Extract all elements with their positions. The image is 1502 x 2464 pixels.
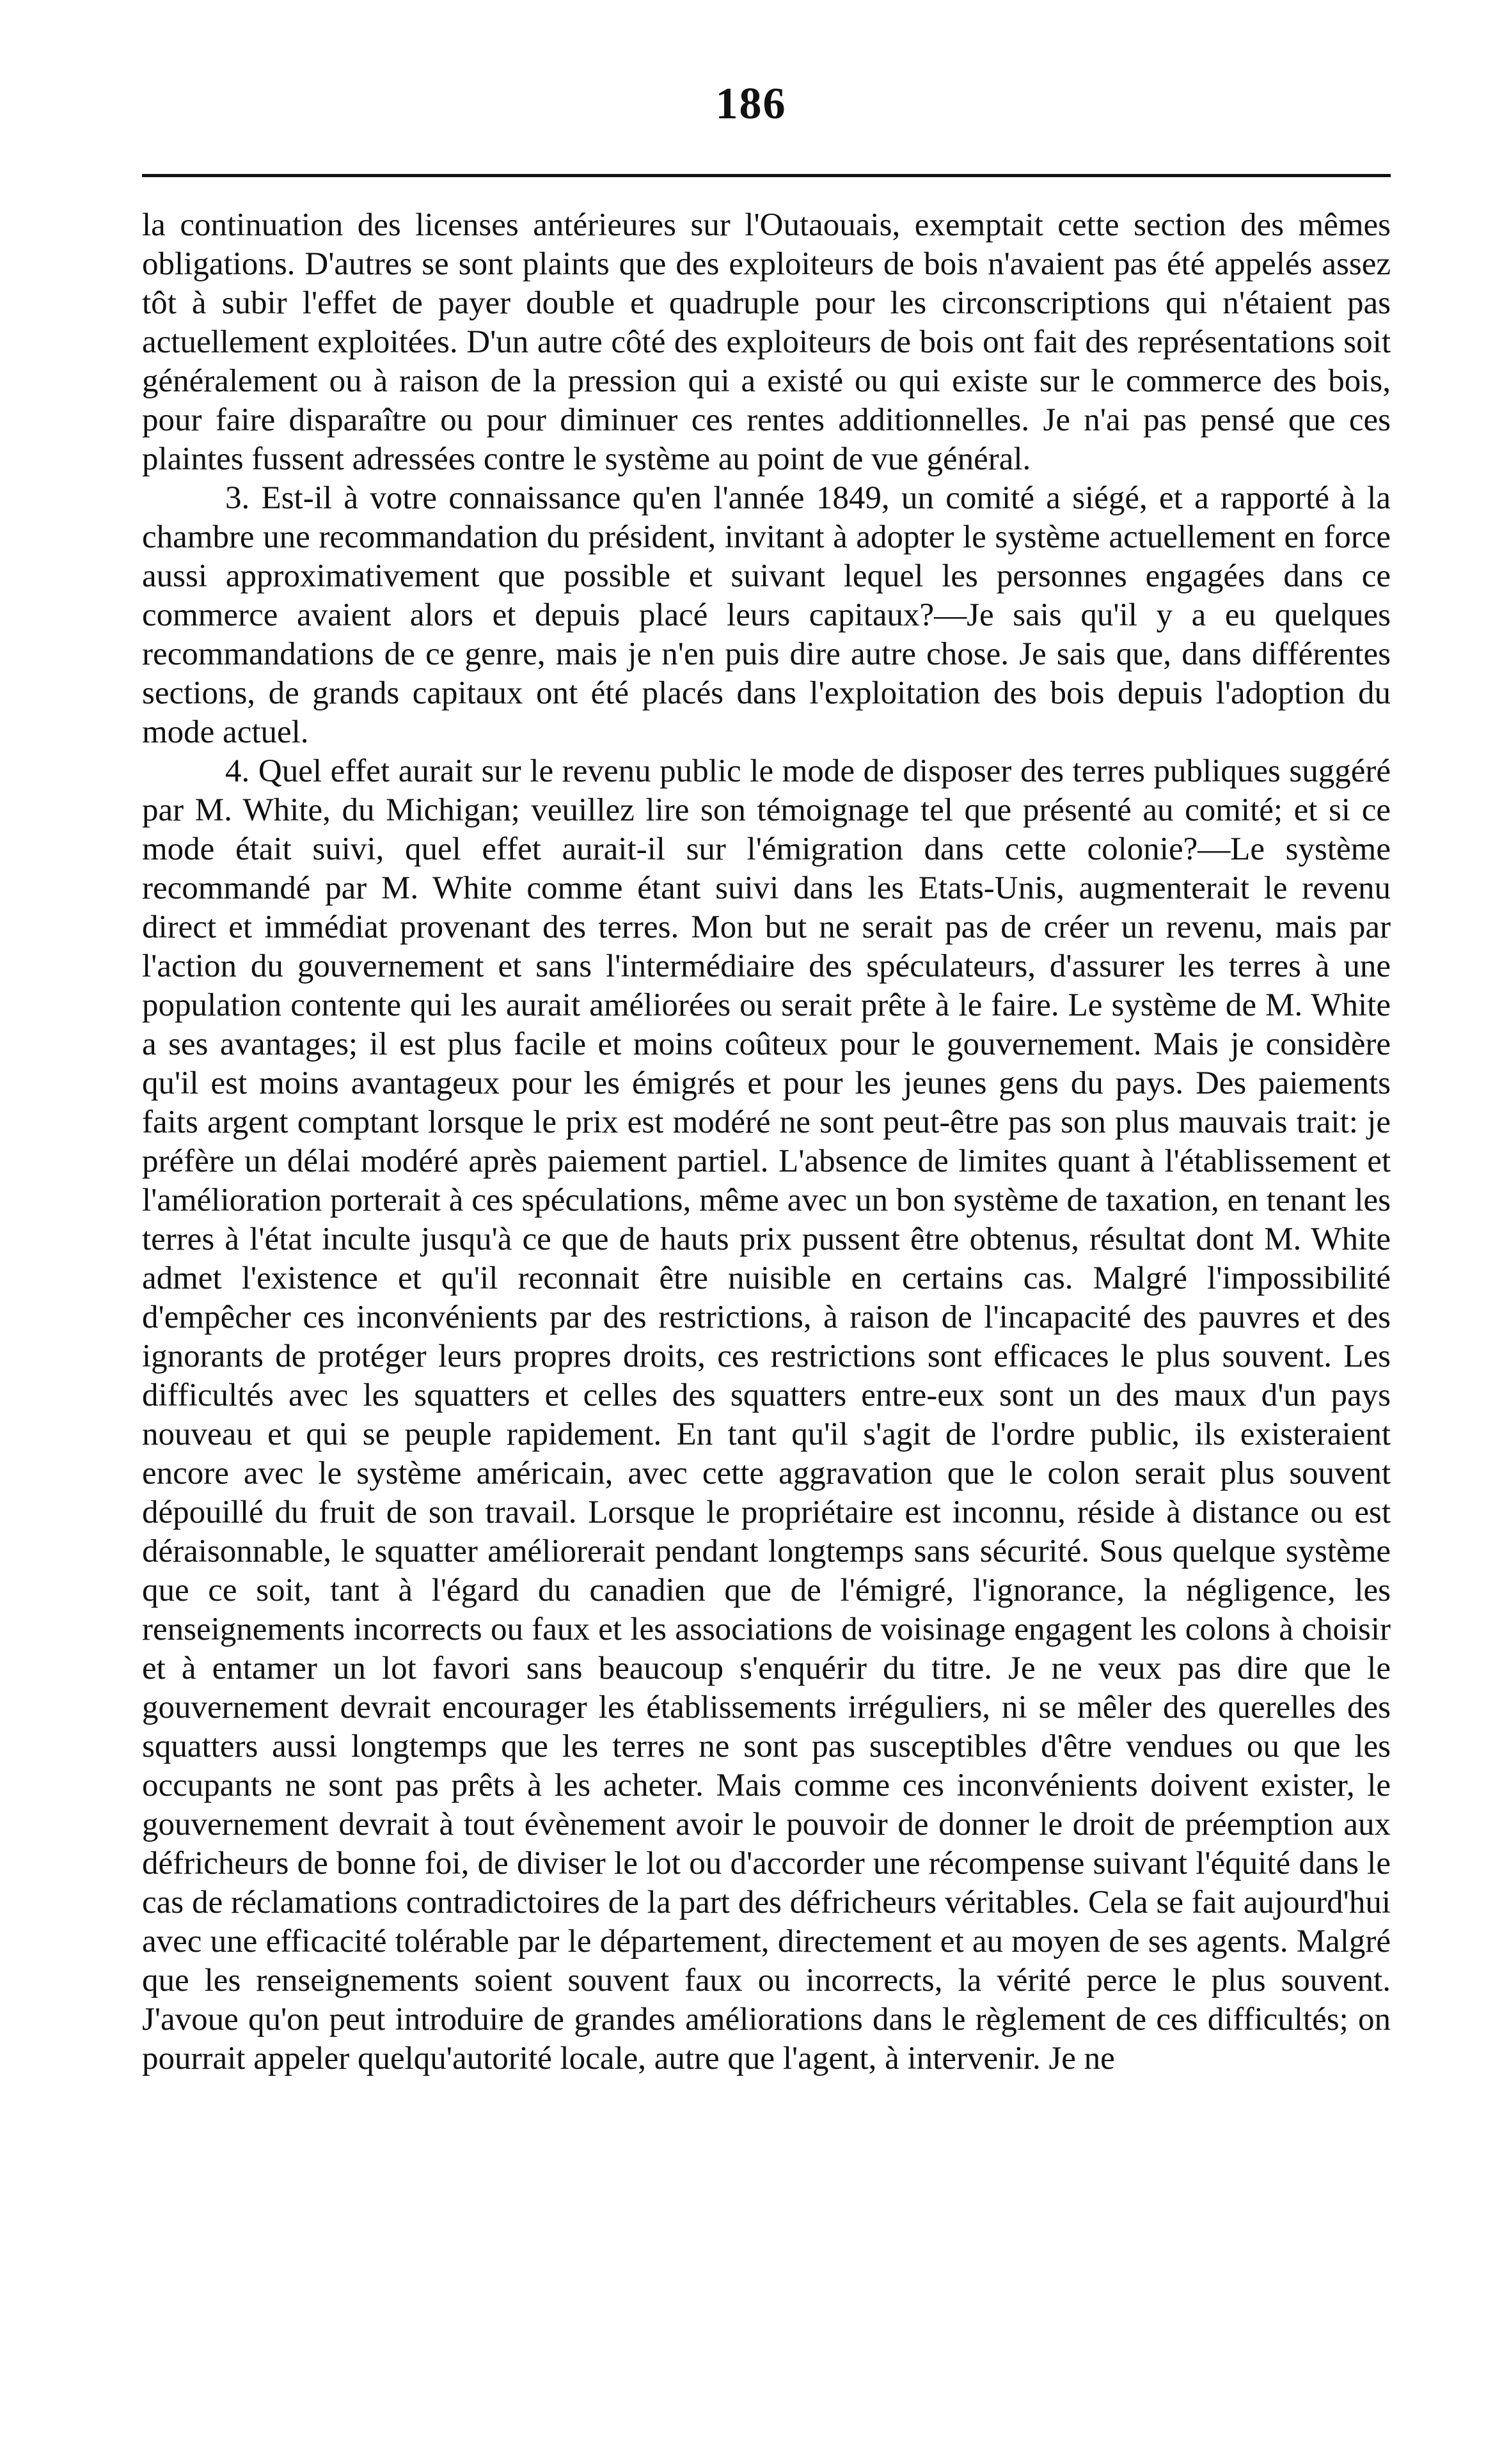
- body-text: [142, 206, 1391, 2078]
- page-number: 186: [715, 79, 787, 129]
- header-rule: [142, 174, 1391, 177]
- paragraph-3: 4. Quel effet aurait sur le revenu public le mode de disposer des terres publiques suggéré par M. White, du Michigan; veuillez lire son témoignage tel que présenté au comité; et si ce mode était suivi, quel effet aurait-il sur l'émigration dans cette colonie?—Le système recommandé par M. White comme étant suivi dans les Etats-Unis, augmenterait le revenu direct et immédiat provenant des terres. Mon but ne serait pas de créer un revenu, mais par l'action du gouvernement et sans l'intermédiaire des spéculateurs, d'assurer les terres à une population contente qui les aurait améliorées ou serait prête à le faire. Le système de M. White a ses avantages; il est plus facile et moins coûteux pour le gouvernement. Mais je considère qu'il est moins avantageux pour les émigrés et pour les jeunes gens du pays. Des paiements faits argent comptant lorsque le prix est modéré ne sont peut-être pas son plus mauvais trait: je préfère un délai modéré après paiement partiel. L'absence de limites quant à l'établissement et l'amélioration porterait à ces spéculations, même avec un bon système de taxation, en tenant les terres à l'état inculte jusqu'à ce que de hauts prix pussent être obtenus, résultat dont M. White admet l'existence et qu'il reconnait être nuisible en certains cas. Malgré l'impossibilité d'empêcher ces inconvénients par des restrictions, à raison de l'incapacité des pauvres et des ignorants de protéger leurs propres droits, ces restrictions sont efficaces le plus souvent. Les difficultés avec les squatters et celles des squatters entre-eux sont un des maux d'un pays nouveau et qui se peuple rapidement. En tant qu'il s'agit de l'ordre public, ils existeraient encore avec le système américain, avec cette aggravation que le colon serait plus souvent dépouillé du fruit de son travail. Lorsque le propriétaire est inconnu, réside à distance ou est déraisonnable, le squatter améliorerait pendant longtemps sans sécurité. Sous quelque système que ce soit, tant à l'égard du canadien que de l'émigré, l'ignorance, la négligence, les renseignements incorrects ou faux et les associations de voisinage engagent les colons à choisir et à entamer un lot favori sans beaucoup s'enquérir du titre. Je ne veux pas dire que le gouvernement devrait encourager les établissements irréguliers, ni se mêler des querelles des squatters aussi longtemps que les terres ne sont pas susceptibles d'être vendues ou que les occupants ne sont pas prêts à les acheter. Mais comme ces inconvénients doivent exister, le gouvernement devrait à tout évènement avoir le pouvoir de donner le droit de préemption aux défricheurs de bonne foi, de diviser le lot ou d'accorder une récompense suivant l'équité dans le cas de réclamations contradictoires de la part des défricheurs véritables. Cela se fait aujourd'hui avec une efficacité tolérable par le département, directement et au moyen de ses agents. Malgré que les renseignements soient souvent faux ou incorrects, la vérité perce le plus souvent. J'avoue qu'on peut introduire de grandes améliorations dans le règlement de ces difficultés; on pourrait appeler quelqu'autorité locale, autre que l'agent, à intervenir. Je ne: [142, 753, 1391, 2076]
- paragraph-2: 3. Est-il à votre connaissance qu'en l'année 1849, un comité a siégé, et a rapporté à la chambre une recommandation du président, invitant à adopter le système actuellement en force aussi approximativement que possible et suivant lequel les personnes engagées dans ce commerce avaient alors et depuis placé leurs capitaux?—Je sais qu'il y a eu quelques recommandations de ce genre, mais je n'en puis dire autre chose. Je sais que, dans différentes sections, de grands capitaux ont été placés dans l'exploitation des bois depuis l'adoption du mode actuel.: [142, 480, 1391, 750]
- paragraph-1: la continuation des licenses antérieures sur l'Outaouais, exemptait cette section des mêmes obligations. D'autres se sont plaints que des exploiteurs de bois n'avaient pas été appelés assez tôt à subir l'effet de payer double et quadruple pour les circonscriptions qui n'étaient pas actuellement exploitées. D'un autre côté des exploiteurs de bois ont fait des représentations soit généralement ou à raison de la pression qui a existé ou qui existe sur le commerce des bois, pour faire disparaître ou pour diminuer ces rentes additionnelles. Je n'ai pas pensé que ces plaintes fussent adressées contre le système au point de vue général.: [142, 207, 1391, 477]
